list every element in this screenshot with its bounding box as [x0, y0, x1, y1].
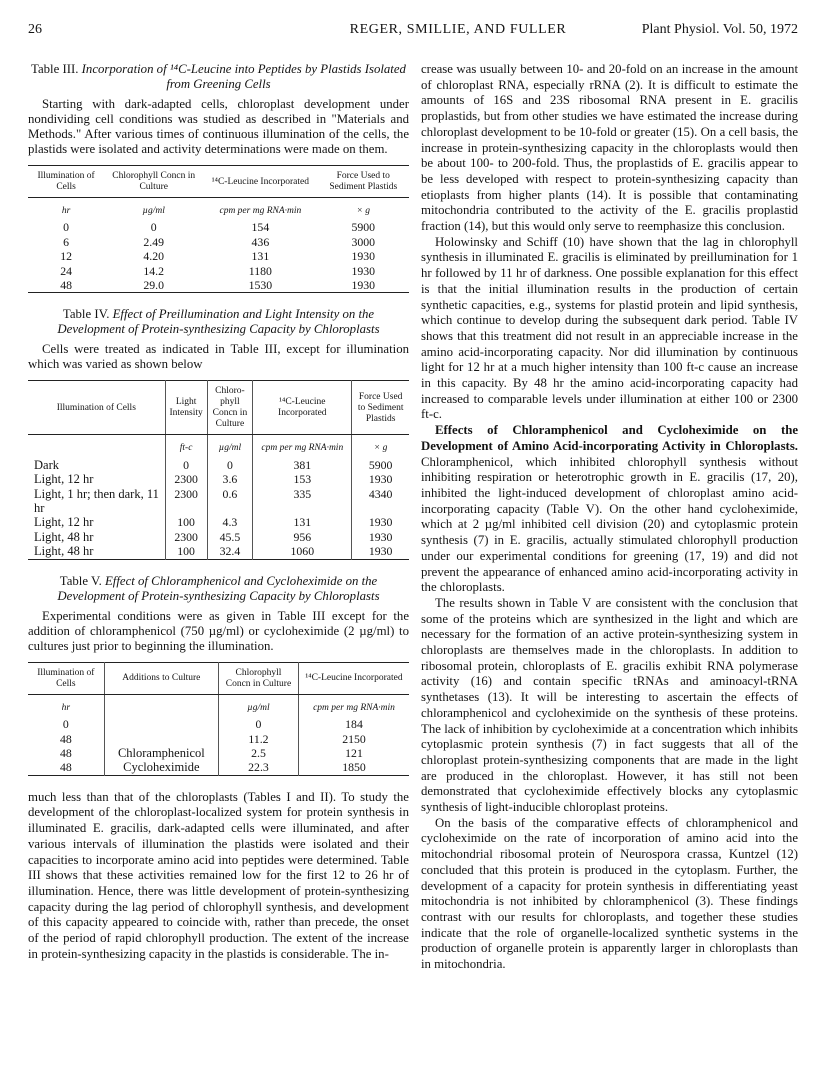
table-cell: 48 — [28, 732, 104, 746]
table-row — [28, 264, 409, 278]
unit-cell: µg/ml — [218, 694, 298, 717]
table-cell: 1930 — [368, 529, 393, 544]
table-row — [28, 760, 409, 775]
table-cell: 1850 — [342, 760, 366, 775]
table-4-note: Cells were treated as indicated in Table III, except for illumination which was varied as shown below — [28, 342, 409, 372]
body-paragraph: On the basis of the comparative effects of chloramphenicol and cycloheximide on the rate of incorporation of amino acid into the mitochondrial ribosomal protein of Neurospora crassa, Kuntzel (12) concluded that this protein is produced in the cytoplasm. Further, the development of a capacity for protein synthesis in differentiating yeast mitochondria is not inhibited by chloramphenicol (3). These findings contrast with our results for chloroplasts, and together these studies indicate that the role of organelle-localized synthetic systems in the production of organelle protein is apparently larger in chloroplasts than in mitochondria. — [421, 815, 798, 972]
table-cell: Cycloheximide — [104, 760, 218, 775]
table-cell: 3.6 — [207, 472, 253, 486]
table-cell: 956 — [253, 530, 352, 544]
table-5-caption — [28, 574, 409, 604]
table-5-label: Table V. — [59, 573, 102, 588]
table-cell: 5900 — [351, 220, 376, 235]
column-header: Force Used to Sediment Plastids — [352, 381, 409, 435]
unit-cell: hr — [61, 206, 71, 216]
table-cell: Light, 12 hr — [28, 472, 165, 486]
table-cell: 48 — [60, 278, 72, 293]
table-header — [28, 166, 409, 198]
page-header — [28, 22, 798, 44]
table-cell: 1930 — [351, 249, 376, 264]
unit-cell — [28, 435, 165, 458]
unit-cell: hr — [28, 694, 104, 717]
table-cell: 29.0 — [143, 278, 165, 293]
unit-cell: µg/ml — [207, 435, 253, 458]
table-cell: 6 — [63, 234, 70, 249]
table-cell: Light, 48 hr — [28, 530, 165, 544]
table-cell: 2.5 — [218, 746, 298, 760]
table-cell: 184 — [345, 717, 363, 732]
unit-cell: cpm per mg RNA·min — [313, 702, 395, 713]
table-cell: 2.49 — [143, 234, 165, 249]
table-cell: Dark — [28, 458, 165, 472]
units-row — [28, 435, 409, 458]
unit-cell: × g — [356, 206, 371, 216]
table-header — [28, 381, 409, 435]
table-cell: 100 — [165, 515, 207, 529]
table-3-block — [28, 62, 409, 293]
table-4-block — [28, 307, 409, 559]
table-row — [28, 458, 409, 472]
unit-cell: µg/ml — [142, 206, 165, 216]
table-cell: 381 — [253, 458, 352, 472]
table-3-title: Incorporation of ¹⁴C-Leucine into Peptides by Plastids Isolated from Greening Cells — [81, 62, 406, 91]
unit-cell: ft-c — [165, 435, 207, 458]
table-cell: 131 — [251, 249, 270, 264]
table-4-label: Table IV. — [62, 307, 110, 322]
column-header: Chloro-phyll Concn in Culture — [207, 381, 253, 435]
table-cell: 1930 — [351, 263, 376, 278]
table-cell: 1180 — [248, 263, 272, 278]
column-header: ¹⁴C-Leucine Incorporated — [253, 381, 352, 435]
table-cell: 121 — [345, 745, 363, 760]
left-column — [28, 62, 409, 962]
table-cell — [104, 717, 218, 731]
column-header: ¹⁴C-Leucine Incorporated — [298, 662, 409, 694]
unit-cell: × g — [373, 443, 388, 454]
table-cell: 1930 — [368, 515, 393, 530]
table-cell: 5900 — [368, 457, 393, 472]
table-cell: 131 — [253, 515, 352, 529]
table-row — [28, 487, 409, 516]
body-paragraph: much less than that of the chloroplasts (Tables I and II). To study the development of the chloroplast-localized system for protein synthesis in illuminated E. gracilis, dark-adapted cells were illuminated, and after various intervals of illumination the plastids were isolated and their capacities to incorporate amino acid into peptides were determined. Table III shows that these activities remained low for the first 12 to 26 hr of illumination. Hence, there was little development of protein-synthesizing capacity during the lag period of chlorophyll synthesis, and development of this capacity appeared to coincide with, rather than precede, the onset of the period of rapid chlorophyll production. The extent of the increase in protein-synthesizing capacity in the plastids is considerable. The in- — [28, 789, 409, 961]
table-cell: Light, 48 hr — [28, 544, 165, 559]
table-cell: 1930 — [368, 472, 393, 487]
column-header: Light Intensity — [165, 381, 207, 435]
journal-citation: Plant Physiol. Vol. 50, 1972 — [641, 22, 798, 37]
table-cell: 14.2 — [143, 263, 165, 278]
units-row — [28, 694, 409, 717]
table-5-block — [28, 574, 409, 776]
table-cell: 0 — [218, 717, 298, 731]
table-cell: 1060 — [253, 544, 352, 559]
table-cell: 0 — [28, 717, 104, 731]
right-column — [421, 62, 798, 973]
units-row — [28, 198, 409, 221]
table-cell: 45.5 — [207, 530, 253, 544]
table-cell: 1930 — [351, 278, 376, 293]
table-row — [28, 278, 409, 293]
column-header: Additions to Culture — [104, 662, 218, 694]
table-cell: 0 — [63, 220, 70, 235]
table-cell: 32.4 — [207, 544, 253, 559]
table-cell: 1930 — [368, 544, 393, 559]
column-header: Illumination of Cells — [28, 662, 104, 694]
column-header: Chlorophyll Concn in Culture — [104, 166, 203, 198]
unit-cell: cpm per mg RNA·min — [253, 435, 352, 458]
column-header: Illumination of Cells — [28, 381, 165, 435]
table-cell: 2300 — [165, 530, 207, 544]
table-cell: 4.3 — [207, 515, 253, 529]
table-cell: 0 — [207, 458, 253, 472]
body-paragraph: Holowinsky and Schiff (10) have shown that the lag in chlorophyll synthesis in illuminated E. gracilis is eliminated by preillumination for 1 hr followed by 11 hr of darkness. One possible explanation for this effect is that the initial illumination results in the production of certain synthetic capacities, e.g., systems for plastid protein and lipid synthesis, which continue to develop during the subsequent dark period. Table IV shows that this treatment did not result in an appreciable increase in the amino acid-incorporating capacity. Nor did illumination by continuous light for 12 hr at a much higher intensity than 100 ft-c cause an increase in this capacity. By 48 hr the amino acid-incorporating capacity had increased to comparable levels under illumination at either 100 or 2300 ft-c. — [421, 234, 798, 422]
table-5-note: Experimental conditions were as given in Table III except for the addition of chloramphenicol (750 µg/ml) or cycloheximide (2 µg/ml) to cultures just prior to beginning the illumination. — [28, 608, 409, 653]
table-cell: 48 — [28, 760, 104, 775]
table-3 — [28, 165, 409, 293]
body-paragraph: The results shown in Table V are consistent with the conclusion that some of the proteins which are synthesized in the light and which are necessary for the formation of an active protein-synthesizing system in chloroplasts are themselves made in the chloroplasts. In addition to ribosomal protein, chloroplasts of E. gracilis exhibit RNA polymerase activity (16) and contain specific tRNAs and aminoacyl-tRNA synthetases (13). It will be interesting to ascertain the effects of chloramphenicol and cycloheximide on the synthesis of these proteins. The lack of inhibition by cycloheximide at a concentration which inhibits cytoplasmic protein synthesis (7) in fact suggests that all of the chloroplast protein-synthesizing components that are made in the light are produced in the chloroplast. However, it has still not been demonstrated that cycloheximide effectively blocks any cytoplasmic synthesis of light-inducible chloroplast proteins. — [421, 595, 798, 815]
table-cell: 24 — [60, 263, 72, 278]
table-cell: 0 — [165, 458, 207, 472]
table-cell: Chloramphenicol — [104, 746, 218, 760]
table-header — [28, 662, 409, 694]
table-cell: 4.20 — [143, 249, 165, 264]
column-header: Force Used to Sediment Plastids — [318, 166, 409, 198]
table-row — [28, 220, 409, 234]
table-cell: 153 — [253, 472, 352, 486]
column-header: ¹⁴C-Leucine Incorporated — [203, 166, 317, 198]
table-row — [28, 746, 409, 760]
table-cell: 12 — [60, 249, 72, 264]
section-heading: Effects of Chloramphenicol and Cycloheximide on the Development of Amino Acid-incorporating Activity in Chloroplasts. — [421, 423, 798, 453]
table-cell: 0 — [150, 220, 157, 235]
table-cell: 22.3 — [218, 760, 298, 775]
column-header: Chlorophyll Concn in Culture — [218, 662, 298, 694]
unit-cell — [104, 694, 218, 717]
table-cell: 48 — [28, 746, 104, 760]
table-3-note: Starting with dark-adapted cells, chloroplast development under nondividing cell conditions was studied as described in "Materials and Methods." After various times of continuous illumination of the cells, the plastids were isolated and activity determinations were made on them. — [28, 97, 409, 156]
body-paragraph — [421, 423, 798, 596]
table-cell: 2300 — [165, 487, 207, 516]
paragraph-text: Chloramphenicol, which inhibited chlorophyll synthesis without inhibiting respiration or heterotrophic growth in E. gracilis (17, 20), inhibited the light-induced development of chloroplast amino acid-incorporating capacity (Table V). On the other hand cycloheximide, which at 2 µg/ml inhibited cell division (20) and cytoplasmic protein synthesis (7) in E. gracilis, actually stimulated chlorophyll production under our experimental conditions for greening (17, 19) and did not prevent the appearance of enhanced amino acid-incorporating activity in the chloroplasts. — [421, 454, 798, 595]
table-5-title: Effect of Chloramphenicol and Cycloheximide on the Development of Protein-synthesizing Capacity by Chloroplasts — [57, 573, 380, 603]
table-4-caption — [28, 307, 409, 337]
table-row — [28, 544, 409, 559]
page-number: 26 — [28, 22, 42, 37]
table-cell: Light, 1 hr; then dark, 11 hr — [28, 487, 165, 516]
table-row — [28, 530, 409, 544]
table-row — [28, 249, 409, 263]
table-3-label: Table III. — [31, 62, 79, 76]
table-cell: 4340 — [368, 486, 393, 501]
table-cell: 436 — [251, 234, 270, 249]
table-row — [28, 235, 409, 249]
running-authors: REGER, SMILLIE, AND FULLER — [349, 22, 567, 37]
table-cell — [104, 732, 218, 746]
table-5 — [28, 662, 409, 776]
table-cell: Light, 12 hr — [28, 515, 165, 529]
unit-cell: cpm per mg RNA·min — [219, 206, 302, 216]
table-cell: 2300 — [165, 472, 207, 486]
body-paragraph: crease was usually between 10- and 20-fold on an increase in the amount of chloroplast RNA, especially rRNA (2). It is difficult to estimate the amounts of 16S and 23S ribosomal RNA present in E. gracilis proplastids, but from other studies we have estimated the increase during chloroplast development to be 10-fold or greater (15). On a cell basis, the increase in protein-synthesizing capacity in the chloroplasts would then be about 100- to 200-fold. Thus, the proplastids of E. gracilis appear to be less developed with respect to protein-synthesizing capacity than etioplasts from higher plants (14). It is possible that contaminating mitochondria contributed to the activity of the E. gracilis proplastid fraction (14), but this would only serve to reemphasize this conclusion. — [421, 62, 798, 234]
table-cell: 335 — [253, 487, 352, 516]
table-row — [28, 472, 409, 486]
table-cell: 1530 — [248, 278, 273, 293]
table-cell: 100 — [165, 544, 207, 559]
column-header: Illumination of Cells — [28, 166, 104, 198]
table-row — [28, 717, 409, 731]
table-4-title: Effect of Preillumination and Light Intensity on the Development of Protein-synthesizing Capacity by Chloroplasts — [57, 307, 380, 337]
table-3-caption — [28, 62, 409, 92]
table-row — [28, 515, 409, 529]
table-row — [28, 732, 409, 746]
table-4 — [28, 380, 409, 559]
table-cell: 0.6 — [207, 487, 253, 516]
table-cell: 3000 — [351, 234, 376, 249]
table-cell: 154 — [251, 220, 270, 235]
table-cell: 11.2 — [218, 732, 298, 746]
table-cell: 2150 — [342, 731, 366, 746]
